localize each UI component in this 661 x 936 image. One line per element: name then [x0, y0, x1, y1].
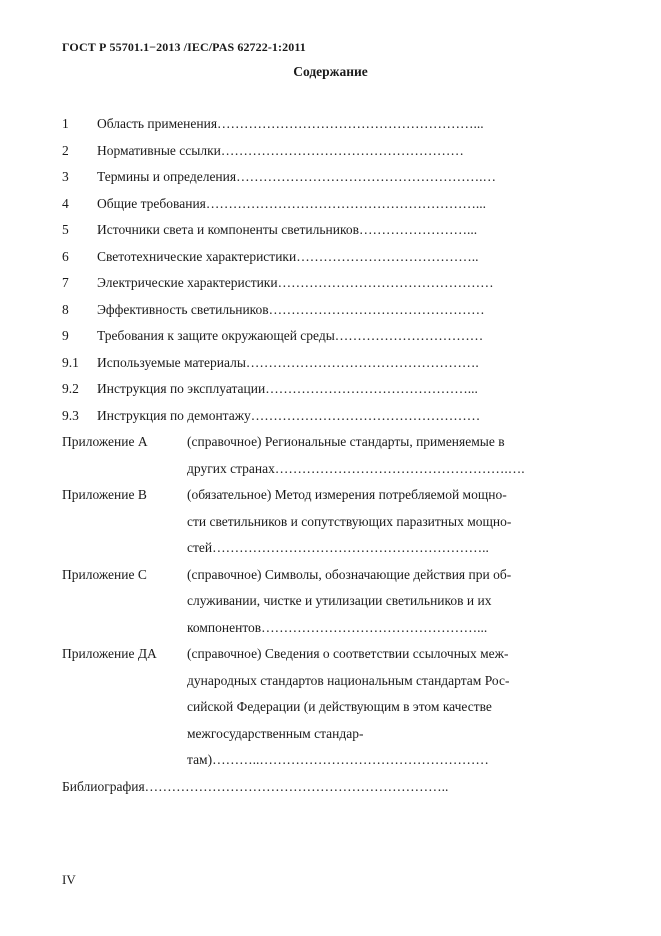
toc-title-text: Содержание — [293, 64, 368, 79]
appendix-label: Приложение А — [62, 434, 148, 449]
appendix-title-line: там)………..…………………………………………… — [187, 752, 489, 767]
appendix-title-line: стей…………………………………………………….. — [187, 540, 489, 555]
toc-item-number: 9.1 — [62, 354, 79, 370]
appendix-title-line: других странах…………………………………………….…. — [187, 460, 525, 476]
toc-item-text: Термины и определения……………………………………………….… — [97, 169, 496, 184]
toc-item-text: Эффективность светильников………………………………………… — [97, 301, 485, 317]
appendix-label: Приложение ДА — [62, 646, 157, 661]
appendix-title-line: сти светильников и сопутствующих паразитных мощно- — [187, 513, 512, 529]
toc-item-7[interactable] — [62, 274, 582, 301]
toc-item-number: 7 — [62, 275, 69, 290]
appendix-title — [187, 433, 525, 486]
toc-item-9-2[interactable] — [62, 380, 582, 407]
toc-item-2[interactable] — [62, 142, 582, 169]
appendix-title-line: (справочное) Символы, обозначающие действия при об- — [187, 566, 512, 582]
appendix-title-line: служивании, чистке и утилизации светильников и их — [187, 593, 492, 608]
toc-item-number: 4 — [62, 195, 69, 211]
toc-item-9-1[interactable] — [62, 354, 582, 381]
toc-item-text: Нормативные ссылки……………………………………………… — [97, 142, 464, 158]
appendix-label: Приложение В — [62, 487, 147, 502]
toc-appendix-c[interactable] — [62, 566, 582, 646]
toc-item-text: Светотехнические характеристики………………………………….. — [97, 248, 479, 264]
toc-item-text: Используемые материалы……………………………………………. — [97, 354, 479, 370]
toc-item-number: 3 — [62, 169, 69, 184]
toc-item-3[interactable] — [62, 168, 582, 195]
page-number: IV — [62, 872, 76, 887]
document-code-header: ГОСТ Р 55701.1−2013 /IEC/PAS 62722-1:2011 — [62, 40, 306, 54]
toc-appendix-a[interactable] — [62, 433, 582, 486]
toc-item-number: 8 — [62, 301, 69, 317]
toc-item-text: Общие требования……………………………………………………... — [97, 195, 487, 211]
appendix-title-line: (обязательное) Метод измерения потребляемой мощно- — [187, 487, 507, 502]
toc-item-text: Электрические характеристики………………………………………… — [97, 275, 494, 290]
toc-item-number: 6 — [62, 248, 69, 264]
toc-item-text: Источники света и компоненты светильников……………………... — [97, 222, 478, 237]
toc-item-number: 2 — [62, 142, 69, 158]
toc-bibliography[interactable]: Библиография………………………………………………………….. — [62, 778, 449, 794]
toc-appendix-b[interactable] — [62, 486, 582, 566]
appendix-title-line: (справочное) Региональные стандарты, применяемые в — [187, 434, 505, 449]
toc-item-5[interactable] — [62, 221, 582, 248]
appendix-title-line: (справочное) Сведения о соответствии ссылочных меж- — [187, 646, 509, 661]
toc-item-number: 9.2 — [62, 381, 79, 396]
toc-item-number: 1 — [62, 116, 69, 131]
toc-item-9-3[interactable] — [62, 407, 582, 434]
toc-item-number: 9 — [62, 328, 69, 343]
toc-item-9[interactable] — [62, 327, 582, 354]
toc-item-8[interactable] — [62, 301, 582, 328]
toc-item-number: 5 — [62, 222, 69, 237]
appendix-title — [187, 645, 509, 778]
toc-item-text: Инструкция по эксплуатации………………………………………... — [97, 381, 478, 396]
toc-item-text: Инструкция по демонтажу…………………………………………… — [97, 407, 481, 423]
toc-item-text: Область применения…………………………………………………... — [97, 116, 484, 131]
appendix-title-line: сийской Федерации (и действующим в этом качестве — [187, 699, 492, 714]
toc-item-1[interactable] — [62, 115, 582, 142]
appendix-label: Приложение С — [62, 566, 147, 582]
toc-title — [0, 64, 661, 80]
toc-item-6[interactable] — [62, 248, 582, 275]
appendix-title — [187, 566, 511, 646]
toc-appendix-da[interactable] — [62, 645, 582, 778]
appendix-title — [187, 486, 511, 566]
toc-item-4[interactable] — [62, 195, 582, 222]
toc-item-number: 9.3 — [62, 407, 79, 423]
table-of-contents — [62, 115, 582, 804]
appendix-title-line: межгосударственным стандар- — [187, 725, 364, 741]
appendix-title-line: компонентов…………………………………………... — [187, 619, 488, 635]
appendix-title-line: дународных стандартов национальным стандартам Рос- — [187, 672, 510, 688]
toc-item-text: Требования к защите окружающей среды…………………………… — [97, 328, 484, 343]
